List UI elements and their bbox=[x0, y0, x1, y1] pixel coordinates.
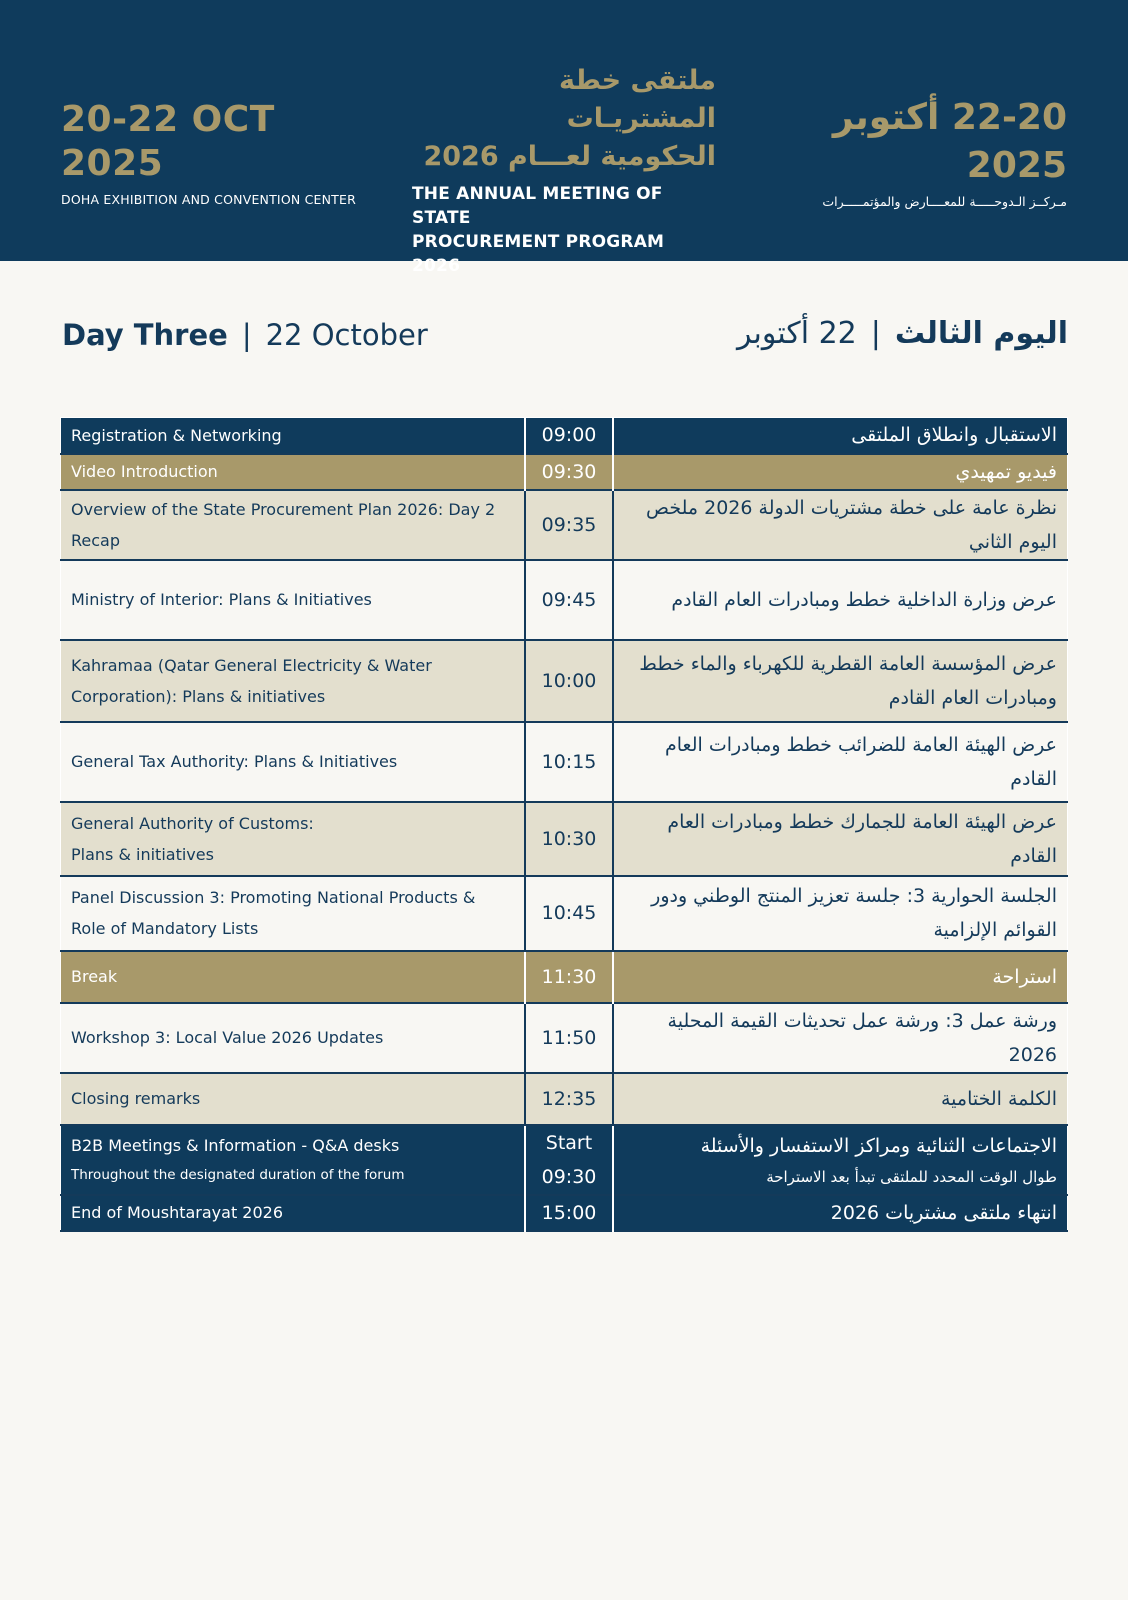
header-english-date-block bbox=[61, 98, 381, 207]
session-title-en-line2: Plans & initiatives bbox=[71, 844, 214, 864]
schedule-row bbox=[61, 1003, 1068, 1073]
schedule-row bbox=[61, 490, 1068, 560]
session-time: 11:30 bbox=[525, 951, 613, 1003]
day-separator-ar: | bbox=[870, 316, 881, 351]
day-date-ar: 22 أكتوبر bbox=[736, 316, 857, 351]
session-title-ar: عرض الهيئة العامة للجمارك خطط ومبادرات العام القادم bbox=[613, 802, 1068, 876]
session-title-ar: ورشة عمل 3: ورشة عمل تحديثات القيمة المحلية 2026 bbox=[613, 1003, 1068, 1073]
session-title-en-line1: General Authority of Customs: bbox=[71, 813, 314, 833]
schedule-row bbox=[61, 1125, 1068, 1195]
session-title-ar: عرض المؤسسة العامة القطرية للكهرباء والماء خطط ومبادرات العام القادم bbox=[613, 640, 1068, 722]
session-title-ar-main: الاجتماعات الثنائية ومراكز الاستفسار والأسئلة bbox=[700, 1134, 1057, 1157]
event-date-ar: 22-20 أكتوبر 2025 bbox=[832, 97, 1067, 186]
session-time: 11:50 bbox=[525, 1003, 613, 1073]
header-arabic-date-block bbox=[770, 94, 1067, 209]
session-subtitle-ar: طوال الوقت المحدد للملتقى تبدأ بعد الاستراحة bbox=[766, 1167, 1057, 1186]
session-title-en: Workshop 3: Local Value 2026 Updates bbox=[61, 1003, 526, 1073]
session-title-ar: الجلسة الحوارية 3: جلسة تعزيز المنتج الوطني ودور القوائم الإلزامية bbox=[613, 876, 1068, 951]
session-time: 09:35 bbox=[525, 490, 613, 560]
session-title-en bbox=[61, 1125, 526, 1195]
session-title-en: Panel Discussion 3: Promoting National Products & Role of Mandatory Lists bbox=[61, 876, 526, 951]
day-label-ar: اليوم الثالث bbox=[894, 316, 1068, 351]
schedule-table bbox=[60, 417, 1068, 1232]
session-title-ar: الاستقبال وانطلاق الملتقى bbox=[613, 418, 1068, 454]
session-title-ar: عرض الهيئة العامة للضرائب خطط ومبادرات العام القادم bbox=[613, 722, 1068, 802]
schedule-row bbox=[61, 454, 1068, 490]
schedule-row bbox=[61, 640, 1068, 722]
day-heading-ar bbox=[737, 316, 1068, 351]
session-time: 15:00 bbox=[525, 1195, 613, 1231]
schedule-row bbox=[61, 560, 1068, 640]
schedule-row bbox=[61, 1195, 1068, 1231]
day-label-en: Day Three bbox=[62, 318, 228, 352]
session-time: 12:35 bbox=[525, 1073, 613, 1125]
session-title-ar: انتهاء ملتقى مشتريات 2026 bbox=[613, 1195, 1068, 1231]
session-title-en: Kahramaa (Qatar General Electricity & Water Corporation): Plans & initiatives bbox=[61, 640, 526, 722]
session-title-en: General Tax Authority: Plans & Initiatives bbox=[61, 722, 526, 802]
schedule-row bbox=[61, 802, 1068, 876]
session-time: 09:30 bbox=[525, 454, 613, 490]
session-title-en bbox=[61, 802, 526, 876]
event-title-ar-line1: ملتقى خطة المشتريـات bbox=[558, 65, 716, 134]
session-title-en: Break bbox=[61, 951, 526, 1003]
session-title-en: Overview of the State Procurement Plan 2026: Day 2 Recap bbox=[61, 490, 526, 560]
schedule-row bbox=[61, 876, 1068, 951]
schedule-row bbox=[61, 951, 1068, 1003]
session-time-start-value: 09:30 bbox=[541, 1165, 597, 1188]
event-title-ar-line2: الحكومية لعـــام 2026 bbox=[423, 141, 716, 172]
session-title-ar: فيديو تمهيدي bbox=[613, 454, 1068, 490]
session-time: 10:30 bbox=[525, 802, 613, 876]
schedule-row bbox=[61, 1073, 1068, 1125]
event-venue-ar: مـركــز الـدوحـــــة للمعــــارض والمؤتمـــــرات bbox=[822, 194, 1067, 209]
day-heading-en bbox=[62, 318, 428, 352]
event-date-en: 20-22 OCT 2025 bbox=[61, 99, 275, 184]
session-title-en: Ministry of Interior: Plans & Initiatives bbox=[61, 560, 526, 640]
session-time: 10:00 bbox=[525, 640, 613, 722]
session-title-en: Video Introduction bbox=[61, 454, 526, 490]
session-title-en-main: B2B Meetings & Information - Q&A desks bbox=[71, 1136, 400, 1155]
event-venue-en: DOHA EXHIBITION AND CONVENTION CENTER bbox=[61, 192, 356, 207]
session-title-en: Registration & Networking bbox=[61, 418, 526, 454]
event-title-en-line1: THE ANNUAL MEETING OF STATE bbox=[412, 184, 663, 228]
session-title-ar: الكلمة الختامية bbox=[613, 1073, 1068, 1125]
session-title-ar: عرض وزارة الداخلية خطط ومبادرات العام القادم bbox=[613, 560, 1068, 640]
session-time: 09:00 bbox=[525, 418, 613, 454]
session-time-start-label: Start bbox=[545, 1131, 593, 1154]
event-header-banner bbox=[0, 0, 1128, 276]
schedule-row bbox=[61, 722, 1068, 802]
session-time: 09:45 bbox=[525, 560, 613, 640]
session-title-en: Closing remarks bbox=[61, 1073, 526, 1125]
event-title-en-line2: PROCUREMENT PROGRAM 2026 bbox=[412, 232, 665, 276]
session-time bbox=[525, 1125, 613, 1195]
session-time: 10:15 bbox=[525, 722, 613, 802]
schedule-row bbox=[61, 418, 1068, 454]
day-separator-en: | bbox=[241, 318, 252, 352]
day-date-en: 22 October bbox=[265, 318, 428, 352]
session-subtitle-en: Throughout the designated duration of the forum bbox=[71, 1167, 405, 1183]
session-title-ar: استراحة bbox=[613, 951, 1068, 1003]
session-title-en: End of Moushtarayat 2026 bbox=[61, 1195, 526, 1231]
session-title-ar: نظرة عامة على خطة مشتريات الدولة 2026 ملخص اليوم الثاني bbox=[613, 490, 1068, 560]
session-time: 10:45 bbox=[525, 876, 613, 951]
session-title-ar bbox=[613, 1125, 1068, 1195]
header-title-block bbox=[412, 62, 716, 278]
